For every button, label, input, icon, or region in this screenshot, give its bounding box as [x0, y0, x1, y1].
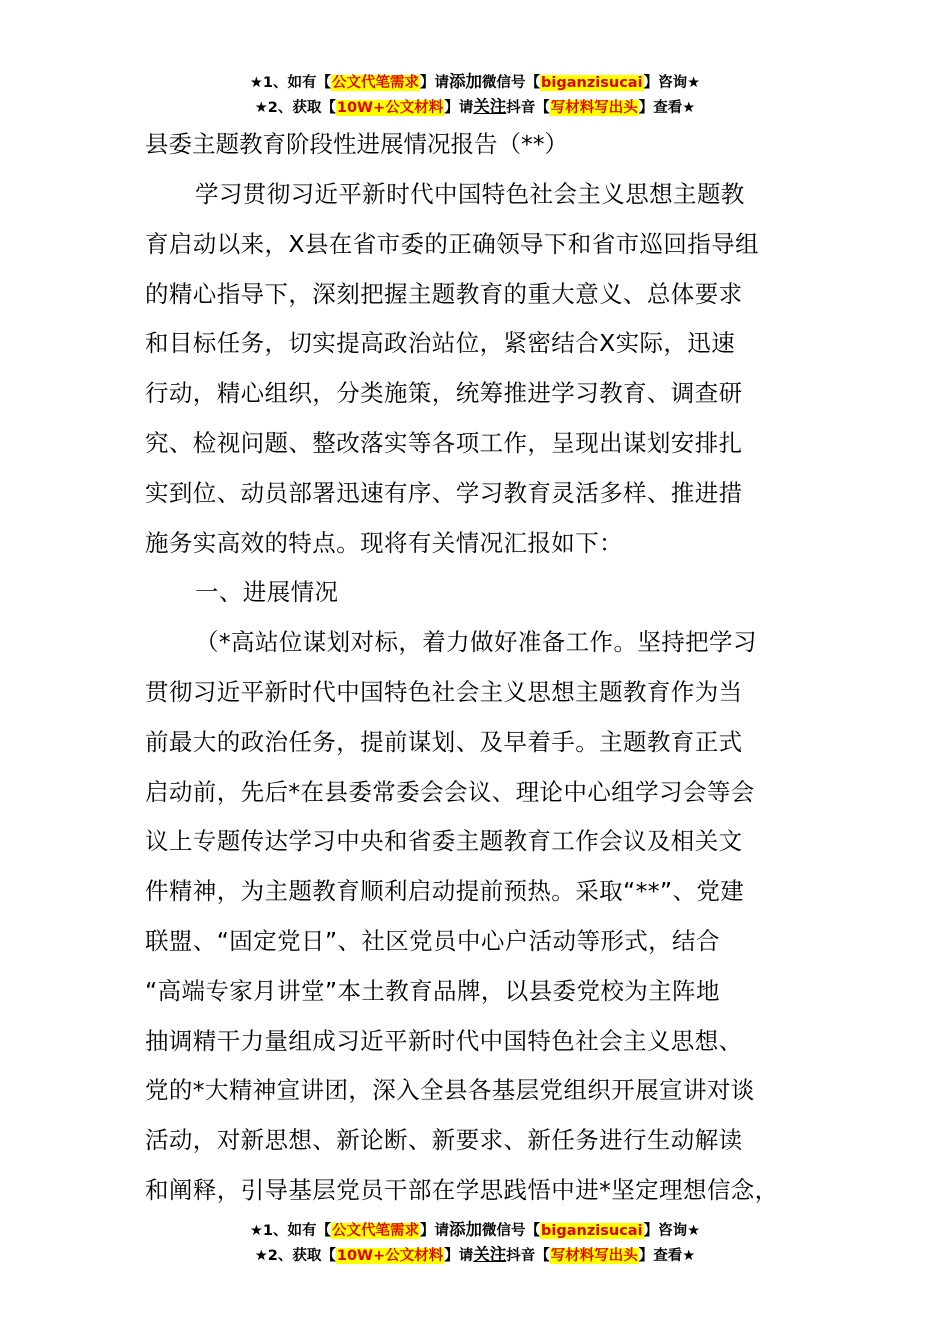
document-title: 县委主题教育阶段性进展情况报告（**）	[145, 130, 568, 158]
body-line: 究、检视问题、整改落实等各项工作，呈现出谋划安排扎	[145, 428, 743, 457]
banner-line-1	[0, 70, 950, 95]
banner-text: 关注	[473, 1245, 507, 1264]
banner-line-2	[0, 1243, 950, 1268]
banner-highlight: 10W+公文材料	[336, 100, 444, 116]
body-line: 的精心指导下，深刻把握主题教育的重大意义、总体要求	[145, 279, 743, 308]
banner-text: 】查看★	[638, 1248, 696, 1264]
banner-text: 】请	[444, 100, 474, 116]
banner-text: 】请	[420, 75, 450, 91]
body-line: 活动，对新思想、新论断、新要求、新任务进行生动解读	[145, 1126, 743, 1155]
banner-text: 】咨询★	[643, 1223, 701, 1239]
top-banner	[0, 70, 950, 120]
banner-highlight: 写材料写出头	[550, 100, 638, 116]
banner-text: ★2、获取【	[254, 100, 336, 116]
bottom-banner	[0, 1218, 950, 1268]
banner-highlight: 写材料写出头	[550, 1248, 638, 1264]
banner-text: ★2、获取【	[254, 1248, 336, 1264]
body-line: “高端专家月讲堂”本土教育品牌，以县委党校为主阵地	[145, 976, 720, 1005]
body-line: 启动前，先后*在县委常委会会议、理论中心组学习会等会	[145, 777, 755, 806]
banner-text: 添加	[449, 72, 483, 91]
body-line: 党的*大精神宣讲团，深入全县各基层党组织开展宣讲对谈	[145, 1076, 755, 1105]
banner-highlight: biganzisucai	[541, 75, 643, 91]
banner-text: 】咨询★	[643, 75, 701, 91]
banner-text: 】请	[444, 1248, 474, 1264]
body-line: 育启动以来，X县在省市委的正确领导下和省市巡回指导组	[145, 229, 759, 258]
banner-highlight: biganzisucai	[541, 1223, 643, 1239]
body-line: 和阐释，引导基层党员干部在学思践悟中进*坚定理想信念，	[145, 1175, 779, 1204]
banner-text: 】查看★	[638, 100, 696, 116]
body-line: 抽调精干力量组成习近平新时代中国特色社会主义思想、	[145, 1026, 743, 1055]
banner-highlight: 10W+公文材料	[336, 1248, 444, 1264]
banner-highlight: 公文代笔需求	[332, 1223, 420, 1239]
banner-text: 】请	[420, 1223, 450, 1239]
body-line: 件精神，为主题教育顺利启动提前预热。采取“**”、党建	[145, 877, 745, 906]
banner-text: 关注	[473, 97, 507, 116]
body-line: （*高站位谋划对标，着力做好准备工作。坚持把学习	[195, 628, 757, 657]
body-line: 联盟、“固定党日”、社区党员中心户活动等形式，结合	[145, 926, 720, 955]
banner-line-1	[0, 1218, 950, 1243]
banner-text: ★1、如有【	[249, 75, 332, 91]
banner-highlight: 公文代笔需求	[332, 75, 420, 91]
body-line: 和目标任务，切实提高政治站位，紧密结合X实际，迅速	[145, 329, 736, 358]
body-line: 学习贯彻习近平新时代中国特色社会主义思想主题教	[195, 180, 745, 208]
banner-text: 微信号【	[482, 1223, 541, 1239]
body-line: 实到位、动员部署迅速有序、学习教育灵活多样、推进措	[145, 478, 743, 507]
banner-text: 抖音【	[506, 1248, 550, 1264]
body-line: 议上专题传达学习中央和省委主题教育工作会议及相关文	[145, 827, 743, 856]
banner-text: 微信号【	[482, 75, 541, 91]
banner-line-2	[0, 95, 950, 120]
body-line: 施务实高效的特点。现将有关情况汇报如下：	[145, 528, 623, 557]
document-body	[145, 170, 815, 1216]
section-heading: 一、进展情况	[195, 578, 339, 607]
banner-text: 添加	[449, 1220, 483, 1239]
body-line: 贯彻习近平新时代中国特色社会主义思想主题教育作为当	[145, 677, 743, 706]
banner-text: 抖音【	[506, 100, 550, 116]
body-line: 前最大的政治任务，提前谋划、及早着手。主题教育正式	[145, 727, 743, 756]
banner-text: ★1、如有【	[249, 1223, 332, 1239]
body-line: 行动，精心组织，分类施策，统筹推进学习教育、调查研	[145, 379, 743, 408]
